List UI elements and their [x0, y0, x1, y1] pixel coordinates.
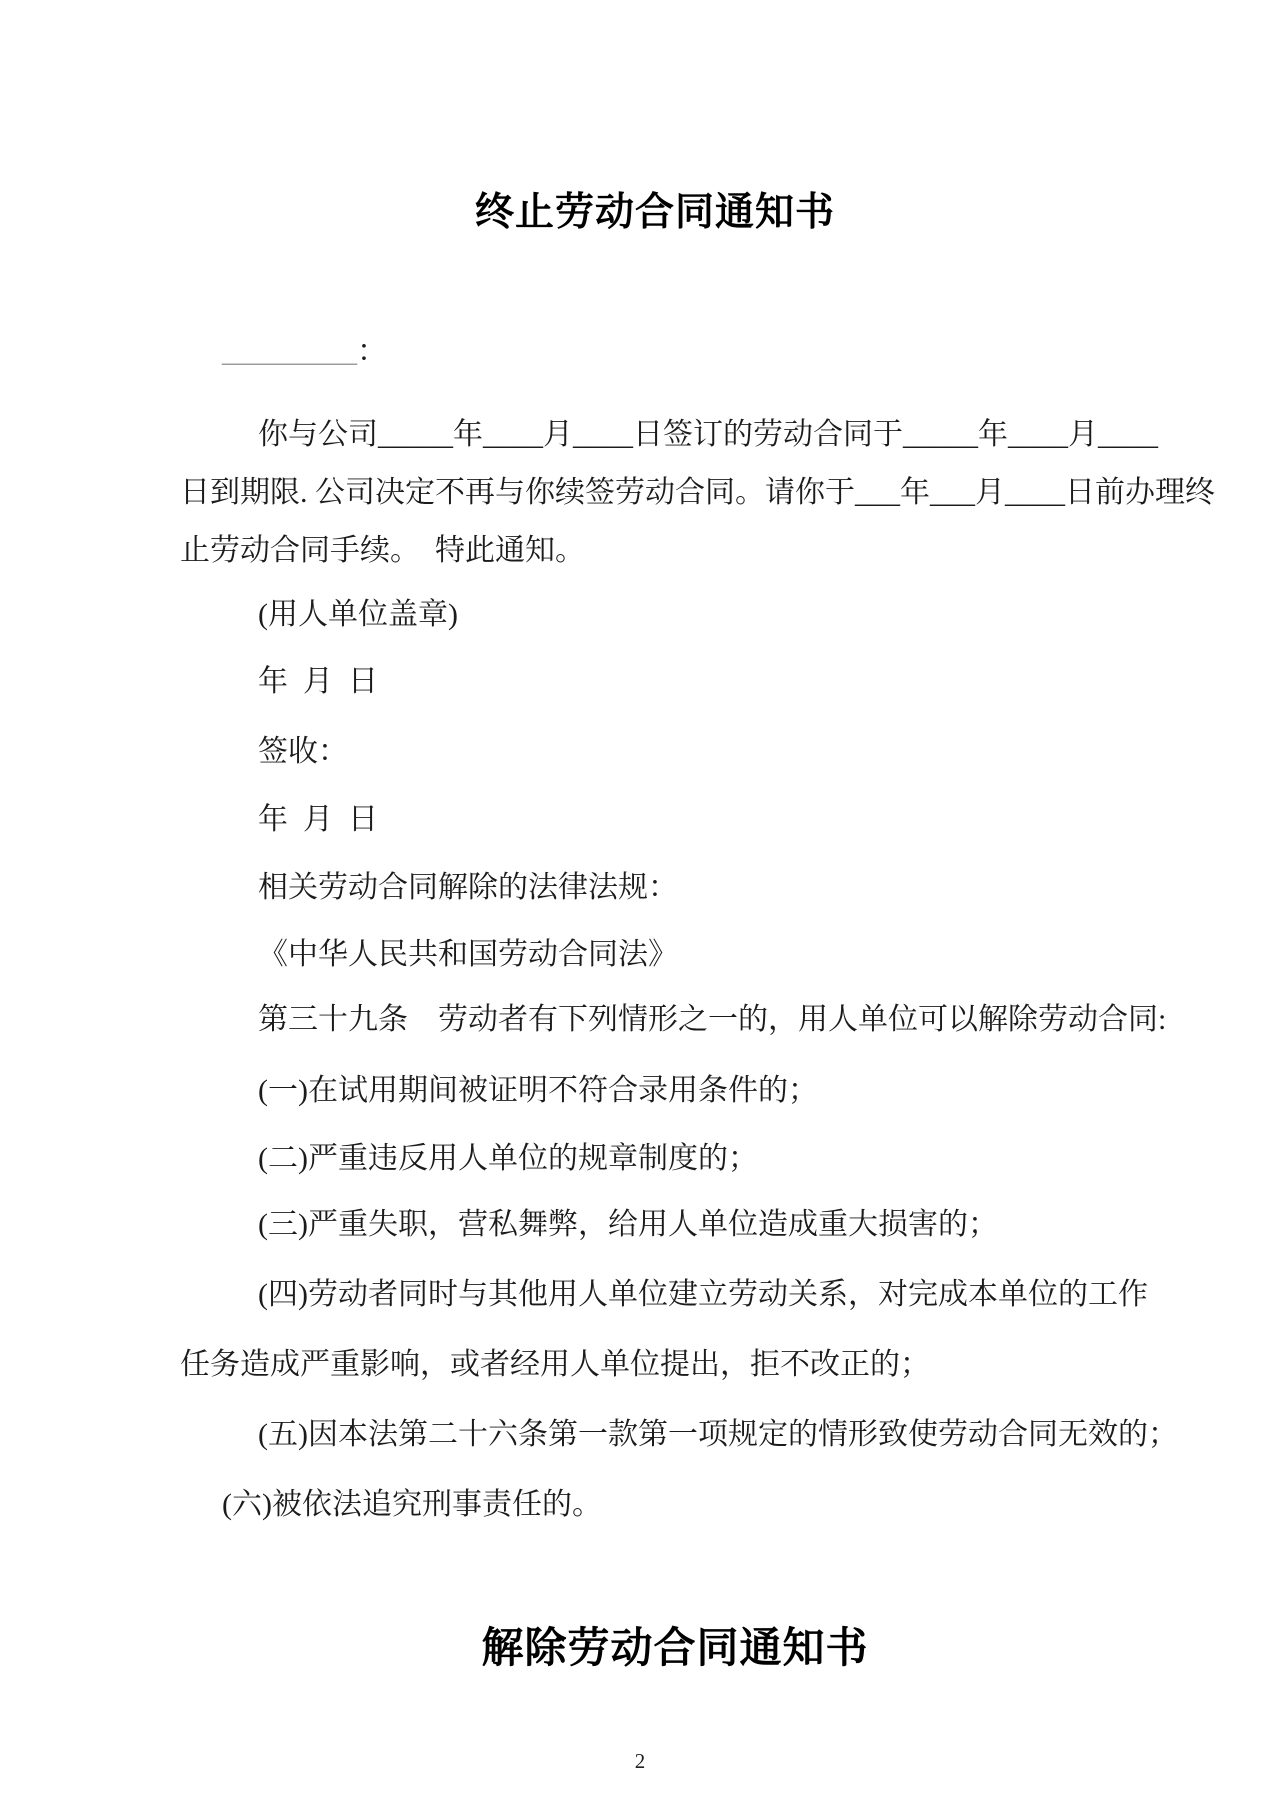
termination-notice-title: 终止劳动合同通知书	[474, 191, 835, 235]
salutation-line	[180, 330, 387, 374]
page-number: 2	[634, 1749, 646, 1773]
employer-stamp-line: (用人单位盖章)	[258, 598, 458, 631]
date-line-1: 年 月 日	[258, 665, 378, 698]
clause-item-4-line-1: (四)劳动者同时与其他用人单位建立劳动关系，对完成本单位的工作	[258, 1278, 1148, 1311]
paragraph-line-2: 日到期限. 公司决定不再与你续签劳动合同。请你于___年___月____日前办理终	[180, 476, 1215, 509]
article-39-line: 第三十九条 劳动者有下列情形之一的，用人单位可以解除劳动合同:	[258, 1003, 1167, 1036]
laws-intro-line: 相关劳动合同解除的法律法规：	[258, 871, 678, 904]
salutation-colon: ：	[357, 335, 387, 368]
date-line-2: 年 月 日	[258, 803, 378, 836]
rescission-notice-title: 解除劳动合同通知书	[481, 1626, 869, 1673]
law-name-line: 《中华人民共和国劳动合同法》	[258, 938, 678, 971]
sign-receipt-line: 签收：	[258, 735, 348, 768]
clause-item-1: (一)在试用期间被证明不符合录用条件的；	[258, 1074, 818, 1107]
clause-item-5: (五)因本法第二十六条第一款第一项规定的情形致使劳动合同无效的；	[258, 1418, 1178, 1451]
paragraph-line-3: 止劳动合同手续。 特此通知。	[180, 534, 585, 567]
clause-item-2: (二)严重违反用人单位的规章制度的；	[258, 1142, 758, 1175]
clause-item-6: (六)被依法追究刑事责任的。	[222, 1488, 602, 1521]
salutation-blank-underline: _________	[222, 335, 357, 368]
clause-item-3: (三)严重失职，营私舞弊，给用人单位造成重大损害的；	[258, 1208, 998, 1241]
clause-item-4-line-2: 任务造成严重影响，或者经用人单位提出，拒不改正的；	[180, 1348, 930, 1381]
paragraph-line-1: 你与公司_____年____月____日签订的劳动合同于_____年____月____	[258, 418, 1158, 451]
